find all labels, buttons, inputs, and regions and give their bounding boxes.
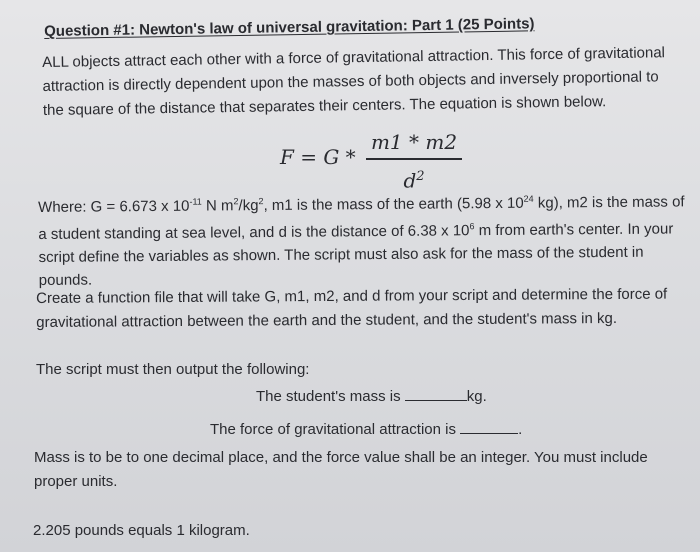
where-text-6: m from earth's center. In your script define the variables as shown. The script must also ask for the mass of the student in pounds. [38,220,674,289]
where-paragraph [38,186,689,292]
conversion-note: 2.205 pounds equals 1 kilogram. [33,522,250,539]
gravitation-equation [280,128,480,194]
force-line-text: The force of gravitational attraction is [210,421,461,438]
question-title: Question #1: Newton's law of universal gravitation: Part 1 (25 Points) [44,15,535,40]
where-text-4: , m1 is the mass of the earth (5.98 x 10 [263,194,524,215]
where-text-2: N m [201,197,234,215]
output-line-mass [256,385,487,409]
where-text-1: Where: G = 6.673 x 10 [38,197,190,216]
where-exp-2: 2 [233,196,239,207]
output-intro: The script must then output the following: [36,361,310,378]
equation-numerator: m1 * m2 [370,130,458,154]
where-text-3: /kg [238,197,259,215]
where-exp-4: 24 [523,193,534,204]
where-exp-3: 2 [258,196,264,207]
force-line-end: . [518,421,523,438]
where-text-5: kg), m2 is the mass of a student standing at sea level, and d is the distance of 6.38 x 10 [38,193,685,243]
denominator-exponent: 2 [416,168,425,184]
force-blank [460,421,518,434]
where-exp-1: -11 [189,196,202,207]
mass-line-unit: kg. [466,388,487,405]
mass-blank [405,388,467,401]
intro-paragraph: ALL objects attract each other with a force of gravitational attraction. This force of gravitational attraction is directly dependent upon the masses of both objects and inversely proportional to the square of the distance that separates their centers. The equation is shown below. [42,44,666,119]
where-exp-5: 6 [469,221,475,232]
equation-fraction [366,128,462,193]
create-paragraph: Create a function file that will take G, m1, m2, and d from your script and determine the force of gravitational attraction between the earth and the student, and the student's mass in kg. [36,285,668,331]
mass-paragraph: Mass is to be to one decimal place, and the force value shall be an integer. You must include proper units. [34,449,648,490]
output-line-force [210,418,522,442]
mass-line-text: The student's mass is [256,388,405,405]
equation-lhs: F = G * [280,145,356,169]
fraction-bar [366,158,462,160]
denominator-base: d [403,168,417,193]
